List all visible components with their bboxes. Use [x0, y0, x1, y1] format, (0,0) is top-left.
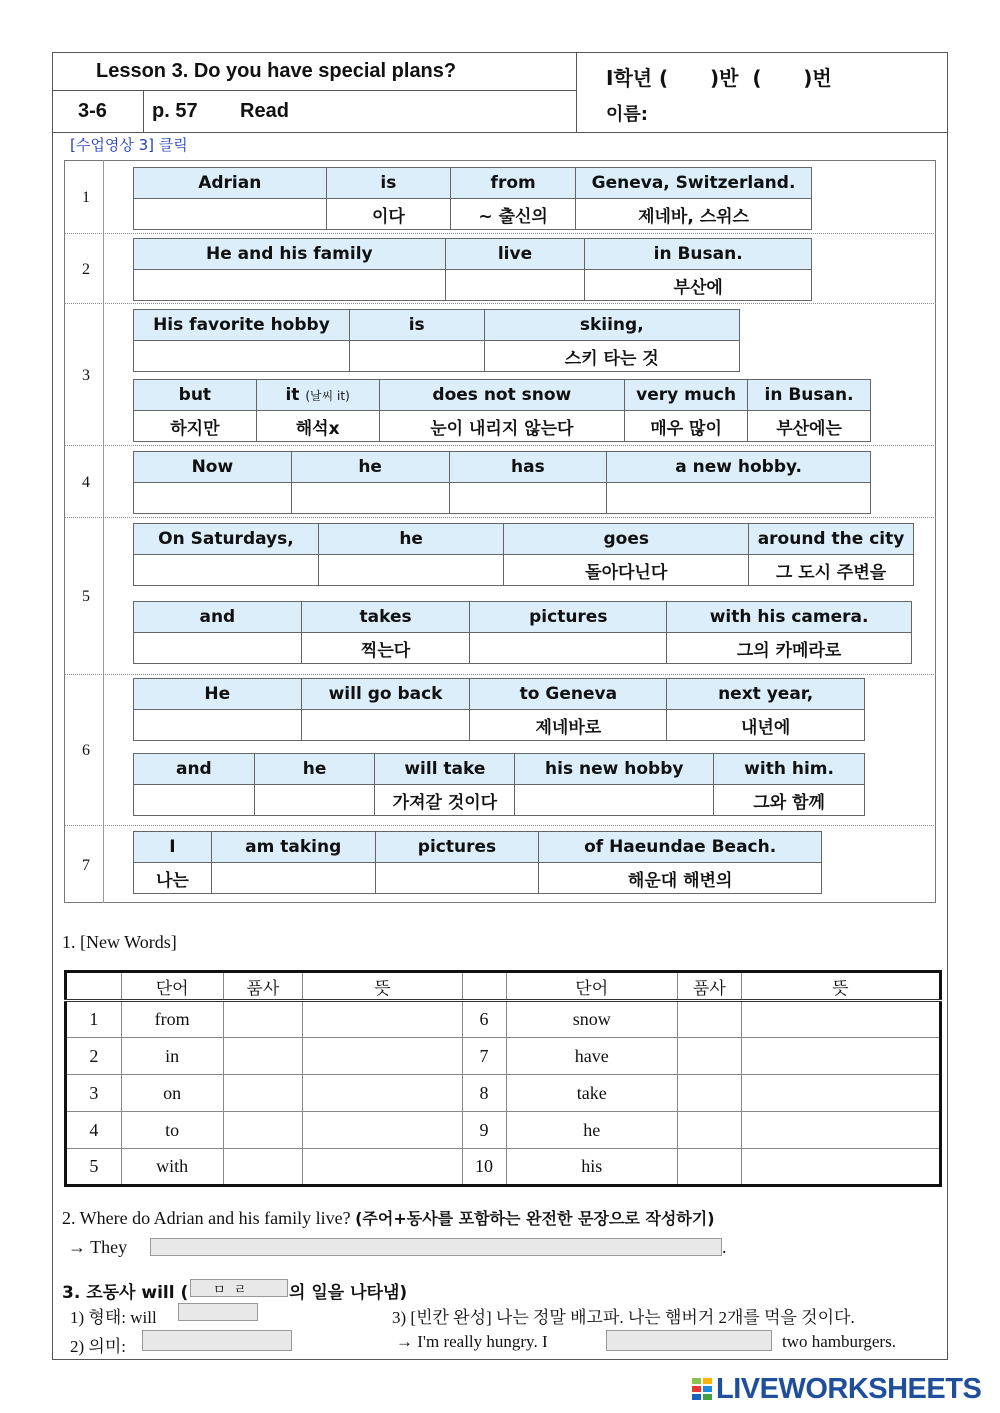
question-3-hint: ㅁ ㄹ	[213, 1283, 247, 1298]
word: snow	[506, 1001, 677, 1038]
table-row	[66, 1001, 941, 1038]
chunk-en: but	[134, 380, 257, 411]
word-number: 10	[462, 1149, 506, 1186]
pos-field[interactable]	[677, 1001, 741, 1038]
chunk-ko: 제네바로	[470, 710, 667, 741]
sentence-number: 2	[82, 261, 90, 278]
word-number: 5	[66, 1149, 122, 1186]
lesson-title: Lesson 3. Do you have special plans?	[96, 60, 457, 82]
chunk-answer-field[interactable]	[134, 710, 302, 741]
sentence-number: 7	[82, 857, 90, 874]
question-3-item-1-input[interactable]	[178, 1303, 258, 1321]
grade-class-number: I학년 ( )반 ( )번	[606, 66, 832, 90]
chunk-ko: 그와 함께	[714, 785, 865, 816]
question-2-answer-prefix: → They	[68, 1237, 128, 1257]
row-separator	[64, 674, 936, 675]
chunk-answer-field[interactable]	[211, 863, 375, 894]
chunk-ko: 그 도시 주변을	[749, 555, 914, 586]
pos-field[interactable]	[677, 1149, 741, 1186]
word-number: 6	[462, 1001, 506, 1038]
chunk-table-6b	[133, 753, 865, 816]
chunk-table-5a	[133, 523, 914, 586]
chunk-answer-field[interactable]	[318, 555, 504, 586]
chunk-note: (날씨 it)	[305, 389, 350, 403]
pos-field[interactable]	[223, 1112, 303, 1149]
chunk-answer-field[interactable]	[449, 483, 607, 514]
word: on	[121, 1075, 223, 1112]
new-words-table	[64, 970, 942, 1187]
word: his	[506, 1149, 677, 1186]
chunk-ko: 이다	[326, 199, 451, 230]
chunk-ko: 부산에는	[748, 411, 871, 442]
chunk-en: he	[318, 524, 504, 555]
question-2-answer-suffix: .	[722, 1237, 727, 1257]
chunk-en: pictures	[375, 832, 539, 863]
question-3-item-3-input[interactable]	[606, 1330, 772, 1351]
header-word: 단어	[121, 972, 223, 1001]
chunk-en: I	[134, 832, 212, 863]
chunk-ko: ~ 출신의	[451, 199, 576, 230]
pos-field[interactable]	[223, 1075, 303, 1112]
word: with	[121, 1149, 223, 1186]
chunk-en: will take	[375, 754, 515, 785]
chunk-en: will go back	[301, 679, 470, 710]
table-row	[66, 1112, 941, 1149]
question-2-instruction: (주어+동사를 포함하는 완전한 문장으로 작성하기)	[355, 1209, 715, 1228]
question-2-answer-input[interactable]	[150, 1238, 722, 1256]
word-number: 8	[462, 1075, 506, 1112]
chunk-en: Adrian	[134, 168, 327, 199]
chunk-ko: 스키 타는 것	[484, 341, 740, 372]
question-3-item-3-suffix: two hamburgers.	[782, 1332, 896, 1351]
header-pos: 품사	[677, 972, 741, 1001]
pos-field[interactable]	[223, 1149, 303, 1186]
table-row	[66, 1149, 941, 1186]
word-number: 3	[66, 1075, 122, 1112]
chunk-en: He	[134, 679, 302, 710]
header-divider-horizontal	[52, 90, 576, 91]
name-label: 이름:	[606, 104, 648, 125]
chunk-answer-field[interactable]	[291, 483, 449, 514]
chunk-answer-field[interactable]	[134, 483, 292, 514]
row-separator	[64, 303, 936, 304]
chunk-answer-field[interactable]	[515, 785, 714, 816]
meaning-field[interactable]	[303, 1075, 462, 1112]
pos-field[interactable]	[677, 1112, 741, 1149]
chunk-answer-field[interactable]	[349, 341, 484, 372]
chunk-ko: 나는	[134, 863, 212, 894]
meaning-field[interactable]	[303, 1001, 462, 1038]
footer-brand: LIVEWORKSHEETS	[716, 1373, 982, 1405]
chunk-en: next year,	[667, 679, 865, 710]
chunk-en: around the city	[749, 524, 914, 555]
chunk-en: he	[254, 754, 375, 785]
word: from	[121, 1001, 223, 1038]
pos-field[interactable]	[677, 1075, 741, 1112]
header-meaning: 뜻	[303, 972, 462, 1001]
sentence-number: 4	[82, 474, 90, 491]
chunk-en: does not snow	[379, 380, 625, 411]
section-label: Read	[240, 100, 289, 122]
chunk-en: am taking	[211, 832, 375, 863]
chunk-ko: 매우 많이	[625, 411, 748, 442]
chunk-en: and	[134, 754, 255, 785]
chunk-en: from	[451, 168, 576, 199]
chunk-table-3b	[133, 379, 871, 442]
chunk-answer-field[interactable]	[470, 633, 667, 664]
chunk-table-5b	[133, 601, 912, 664]
chunk-en: in Busan.	[748, 380, 871, 411]
chunk-en: very much	[625, 380, 748, 411]
meaning-field[interactable]	[303, 1149, 462, 1186]
chunk-ko: 제네바, 스위스	[576, 199, 812, 230]
chunk-answer-field[interactable]	[375, 863, 539, 894]
question-3-item-2: 2) 의미:	[70, 1337, 126, 1356]
sentence-number: 1	[82, 189, 90, 206]
header-pos: 품사	[223, 972, 303, 1001]
chunk-en: Geneva, Switzerland.	[576, 168, 812, 199]
question-3-title-post: 의 일을 나타냄)	[289, 1283, 408, 1303]
chunk-ko: 가져갈 것이다	[375, 785, 515, 816]
chunk-en: in Busan.	[585, 239, 812, 270]
chunk-ko: 해운대 해변의	[539, 863, 822, 894]
sentence-number: 5	[82, 588, 90, 605]
chunk-answer-field[interactable]	[607, 483, 871, 514]
chunk-answer-field[interactable]	[134, 633, 302, 664]
pos-field[interactable]	[223, 1001, 303, 1038]
chunk-en: to Geneva	[470, 679, 667, 710]
chunk-en: of Haeundae Beach.	[539, 832, 822, 863]
header-divider-vertical	[576, 52, 577, 132]
header-meaning: 뜻	[741, 972, 940, 1001]
chunk-table-1	[133, 167, 812, 230]
pos-field[interactable]	[677, 1038, 741, 1075]
chunk-table-2	[133, 238, 812, 301]
chunk-answer-field[interactable]	[134, 270, 446, 301]
chunk-en: On Saturdays,	[134, 524, 319, 555]
meaning-field[interactable]	[741, 1001, 940, 1038]
chunk-en: with him.	[714, 754, 865, 785]
pos-field[interactable]	[223, 1038, 303, 1075]
unit-number: 3-6	[78, 100, 107, 122]
word-number: 2	[66, 1038, 122, 1075]
chunk-en: and	[134, 602, 302, 633]
sentence-number: 3	[82, 367, 90, 384]
chunk-table-3a	[133, 309, 740, 372]
chunk-ko: 해석x	[256, 411, 379, 442]
chunk-en: Now	[134, 452, 292, 483]
question-2-text: 2. Where do Adrian and his family live?	[62, 1208, 351, 1228]
word: he	[506, 1112, 677, 1149]
chunk-en: He and his family	[134, 239, 446, 270]
video-link[interactable]: [수업영상 3] 클릭	[70, 136, 188, 154]
row-separator	[64, 445, 936, 446]
meaning-field[interactable]	[303, 1112, 462, 1149]
word-number: 9	[462, 1112, 506, 1149]
chunk-answer-field[interactable]	[134, 555, 319, 586]
chunk-answer-field[interactable]	[134, 785, 255, 816]
word: to	[121, 1112, 223, 1149]
chunk-en: a new hobby.	[607, 452, 871, 483]
word-number: 4	[66, 1112, 122, 1149]
header-blank	[462, 972, 506, 1001]
header-word: 단어	[506, 972, 677, 1001]
chunk-en: he	[291, 452, 449, 483]
chunk-en: takes	[301, 602, 470, 633]
question-3-title-pre: 3. 조동사 will (	[62, 1283, 189, 1303]
page-number: p. 57	[152, 100, 198, 122]
meaning-field[interactable]	[741, 1075, 940, 1112]
liveworksheets-logo-icon	[692, 1378, 712, 1400]
question-3-item-3: 3) [빈칸 완성] 나는 정말 배고파. 나는 햄버거 2개를 먹을 것이다.	[392, 1308, 855, 1327]
chunk-en: pictures	[470, 602, 667, 633]
chunk-table-4	[133, 451, 871, 514]
chunk-answer-field[interactable]	[254, 785, 375, 816]
header-bottom-line	[52, 132, 948, 133]
new-words-title: 1. [New Words]	[62, 932, 177, 952]
chunk-table-6a	[133, 678, 865, 741]
question-3-item-3-prefix: → I'm really hungry. I	[396, 1332, 548, 1351]
unit-divider	[143, 90, 144, 132]
chunk-en: has	[449, 452, 607, 483]
chunk-en-it	[256, 380, 379, 411]
chunk-table-7	[133, 831, 822, 894]
question-3-hint-input[interactable]	[190, 1279, 288, 1297]
chunk-ko: 하지만	[134, 411, 257, 442]
table-row	[66, 1075, 941, 1112]
chunk-ko: 돌아다닌다	[504, 555, 749, 586]
question-2	[62, 1206, 715, 1229]
chunk-ko: 눈이 내리지 않는다	[379, 411, 625, 442]
chunk-en: live	[445, 239, 585, 270]
chunk-ko: 부산에	[585, 270, 812, 301]
chunk-en: his new hobby	[515, 754, 714, 785]
meaning-field[interactable]	[741, 1149, 940, 1186]
chunk-ko: 그의 카메라로	[667, 633, 912, 664]
row-separator	[64, 825, 936, 826]
chunk-ko: 내년에	[667, 710, 865, 741]
chunk-ko: 찍는다	[301, 633, 470, 664]
chunk-answer-field[interactable]	[301, 710, 470, 741]
table-row	[66, 1038, 941, 1075]
word-number: 1	[66, 1001, 122, 1038]
header-blank	[66, 972, 122, 1001]
chunk-en: goes	[504, 524, 749, 555]
word: have	[506, 1038, 677, 1075]
question-3-item-1: 1) 형태: will	[70, 1308, 157, 1327]
chunk-en: is	[349, 310, 484, 341]
word: in	[121, 1038, 223, 1075]
chunk-en-it-word: it	[285, 385, 300, 405]
meaning-field[interactable]	[741, 1112, 940, 1149]
sentence-number: 6	[82, 742, 90, 759]
meaning-field[interactable]	[741, 1038, 940, 1075]
chunk-answer-field[interactable]	[134, 341, 350, 372]
chunk-en: skiing,	[484, 310, 740, 341]
word: take	[506, 1075, 677, 1112]
row-separator	[64, 517, 936, 518]
chunk-en: is	[326, 168, 451, 199]
meaning-field[interactable]	[303, 1038, 462, 1075]
chunk-answer-field[interactable]	[134, 199, 327, 230]
question-3-item-2-input[interactable]	[142, 1330, 292, 1351]
chunk-en: His favorite hobby	[134, 310, 350, 341]
word-number: 7	[462, 1038, 506, 1075]
row-separator	[64, 233, 936, 234]
chunk-en: with his camera.	[667, 602, 912, 633]
chunk-answer-field[interactable]	[445, 270, 585, 301]
